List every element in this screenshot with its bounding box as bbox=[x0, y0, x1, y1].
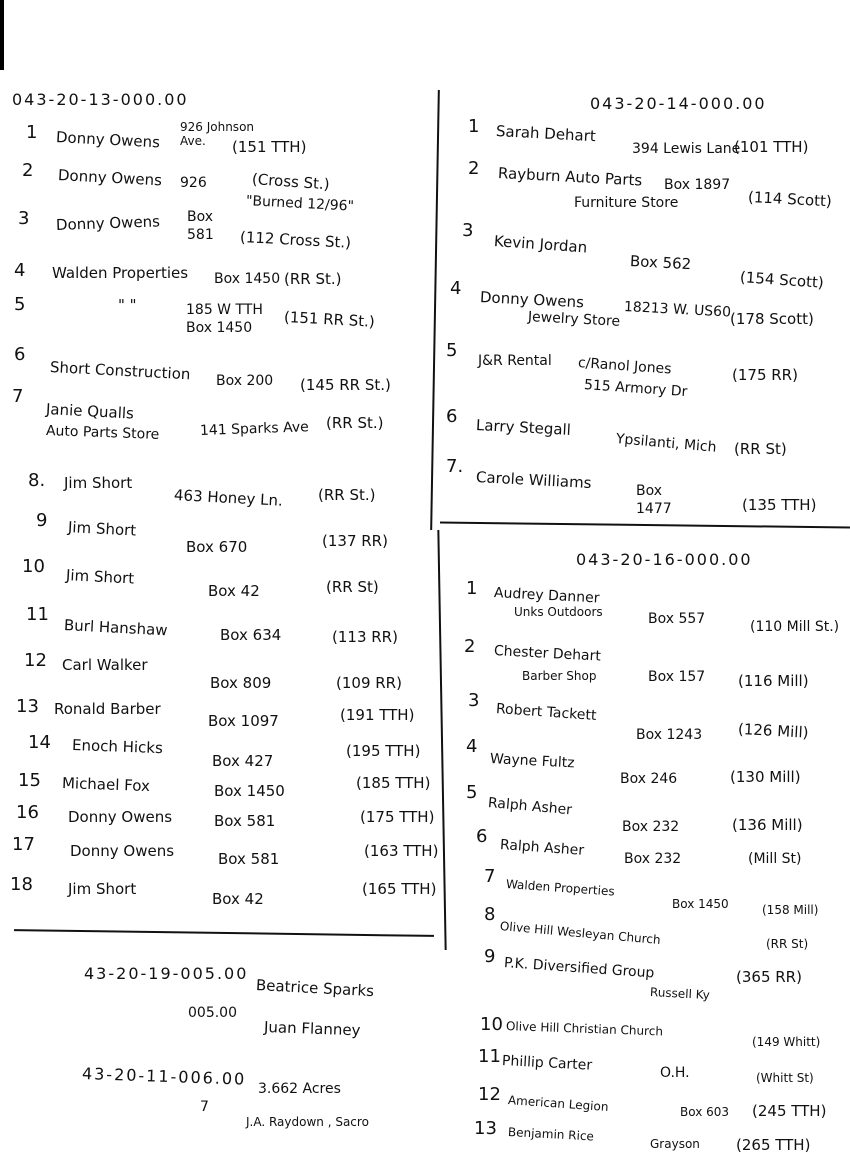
mailing-address: Box 42 bbox=[212, 890, 264, 908]
mailing-address: 926 bbox=[180, 175, 207, 191]
entry-number: 13 bbox=[474, 1118, 497, 1139]
entry-number: 9 bbox=[484, 946, 496, 967]
entry-number: 2 bbox=[468, 158, 480, 179]
property-location: (110 Mill St.) bbox=[750, 619, 840, 635]
property-location: (112 Cross St.) bbox=[239, 228, 352, 252]
scan-edge-mark bbox=[0, 0, 4, 70]
entry-number: 4 bbox=[14, 260, 26, 281]
entry-number: 10 bbox=[22, 556, 45, 577]
mailing-address: Box 157 bbox=[648, 669, 706, 685]
property-location: (Whitt St) bbox=[756, 1071, 814, 1085]
entry-number: 7 bbox=[12, 386, 24, 407]
owner-name: Olive Hill Christian Church bbox=[505, 1019, 664, 1039]
owner-name: Jim Short bbox=[67, 518, 137, 540]
entry-number: 5 bbox=[14, 294, 26, 315]
entry-number: 11 bbox=[478, 1046, 501, 1067]
section-divider-right bbox=[440, 521, 850, 528]
property-location: (101 TTH) bbox=[734, 138, 809, 156]
entry-number: 5 bbox=[446, 340, 458, 361]
entry-number: 16 bbox=[16, 802, 39, 823]
entry-number: 12 bbox=[24, 650, 47, 671]
property-location: (191 TTH) bbox=[340, 706, 415, 724]
property-location: (178 Scott) bbox=[730, 310, 814, 328]
owner-name: Audrey Danner bbox=[493, 585, 600, 607]
property-location: (113 RR) bbox=[332, 628, 398, 646]
property-location: (RR St) bbox=[326, 578, 379, 596]
property-location: (163 TTH) bbox=[364, 842, 439, 860]
property-location: (RR St) bbox=[734, 440, 787, 458]
mailing-address: Box 634 bbox=[220, 626, 282, 644]
property-location: (245 TTH) bbox=[752, 1102, 827, 1120]
column-divider-lower bbox=[437, 530, 446, 950]
mailing-address: Grayson bbox=[650, 1137, 700, 1151]
owner-name: Benjamin Rice bbox=[507, 1125, 595, 1144]
mailing-address: Box 246 bbox=[620, 771, 678, 787]
owner-name: " " bbox=[118, 296, 137, 314]
owner-name: Burl Hanshaw bbox=[63, 616, 169, 640]
entry-number: 17 bbox=[12, 834, 35, 855]
column-divider bbox=[430, 90, 440, 530]
property-location: (RR St.) bbox=[284, 270, 342, 288]
owner-name: American Legion bbox=[507, 1093, 609, 1115]
parcel-suffix: 005.00 bbox=[188, 1005, 237, 1021]
entry-number: 2 bbox=[464, 636, 476, 657]
owner-name: J.A. Raydown , Sacro bbox=[246, 1115, 369, 1129]
property-location: (130 Mill) bbox=[730, 768, 801, 786]
entry-number: 6 bbox=[14, 344, 26, 365]
owner-name: Ronald Barber bbox=[54, 700, 161, 718]
owner-name: Jim Short bbox=[64, 474, 133, 492]
property-location: (175 RR) bbox=[732, 366, 798, 384]
owner-name: Donny Owens bbox=[55, 212, 161, 234]
property-location: (114 Scott) bbox=[747, 188, 833, 211]
entry-number: 4 bbox=[450, 278, 462, 299]
owner-name: Short Construction bbox=[49, 358, 191, 384]
entry-note: "Burned 12/96" bbox=[245, 193, 355, 215]
mailing-address: Box 1477 bbox=[636, 483, 672, 518]
property-location: (185 TTH) bbox=[356, 774, 431, 792]
entry-number: 10 bbox=[480, 1014, 503, 1035]
owner-name: Donny Owens bbox=[68, 808, 173, 826]
property-location: (154 Scott) bbox=[739, 268, 825, 292]
mailing-address: 926 Johnson Ave. bbox=[180, 120, 255, 149]
mailing-address: Box 200 bbox=[216, 373, 274, 389]
owner-name: Janie Qualls bbox=[45, 400, 135, 423]
owner-name: Kevin Jordan bbox=[493, 232, 588, 257]
property-location: (165 TTH) bbox=[362, 880, 437, 898]
property-location: (Cross St.) bbox=[251, 170, 331, 194]
entry-number: 11 bbox=[26, 604, 49, 625]
business-name: Auto Parts Store bbox=[45, 423, 160, 443]
mailing-address: Box 557 bbox=[648, 611, 706, 627]
owner-name: P.K. Diversified Group bbox=[503, 955, 655, 982]
owner-name: Phillip Carter bbox=[501, 1053, 593, 1074]
owner-name: Rayburn Auto Parts bbox=[497, 164, 643, 190]
owner-name: Donny Owens bbox=[479, 288, 585, 312]
entry-number: 1 bbox=[468, 116, 480, 137]
owner-name: Donny Owens bbox=[70, 842, 175, 860]
owner-name: Beatrice Sparks bbox=[255, 976, 375, 1001]
parcel-number: 043-20-13-000.00 bbox=[12, 90, 189, 109]
entry-number: 13 bbox=[16, 696, 39, 717]
entry-number: 12 bbox=[478, 1084, 501, 1105]
entry-number: 3 bbox=[462, 220, 474, 241]
owner-name: Ralph Asher bbox=[487, 795, 573, 819]
property-location: (365 RR) bbox=[736, 968, 802, 986]
entry-number: 2 bbox=[22, 160, 34, 181]
property-location: (RR St.) bbox=[318, 486, 376, 504]
acreage: 3.662 Acres bbox=[258, 1081, 341, 1097]
property-location: (RR St.) bbox=[326, 414, 384, 432]
owner-name: Sarah Dehart bbox=[495, 122, 597, 146]
parcel-number: 043-20-14-000.00 bbox=[590, 94, 767, 113]
entry-number: 7 bbox=[484, 866, 496, 887]
owner-name: Donny Owens bbox=[55, 128, 161, 152]
owner-name: Enoch Hicks bbox=[71, 736, 164, 758]
mailing-address: Box 42 bbox=[208, 582, 260, 600]
mailing-address: Ypsilanti, Mich bbox=[615, 431, 718, 456]
owner-name: J&R Rental bbox=[478, 353, 552, 369]
owner-name: Walden Properties bbox=[505, 877, 616, 899]
property-location: (265 TTH) bbox=[736, 1136, 811, 1154]
mailing-address: 18213 W. US60 bbox=[623, 299, 732, 321]
business-address: 515 Armory Dr bbox=[583, 377, 688, 401]
mailing-address: Box 581 bbox=[187, 209, 214, 244]
entry-number: 18 bbox=[10, 874, 33, 895]
entry-number: 3 bbox=[18, 208, 30, 229]
entry-number: 14 bbox=[28, 732, 51, 753]
owner-name: Juan Flanney bbox=[263, 1018, 361, 1040]
property-location: (149 Whitt) bbox=[752, 1035, 821, 1049]
entry-number: 6 bbox=[446, 406, 458, 427]
business-name: Jewelry Store bbox=[527, 309, 621, 330]
owner-name: Walden Properties bbox=[52, 264, 189, 282]
property-location: (136 Mill) bbox=[732, 816, 803, 834]
parcel-mark: 7 bbox=[200, 1099, 209, 1115]
owner-name: Olive Hill Wesleyan Church bbox=[499, 919, 662, 948]
property-location: (109 RR) bbox=[336, 674, 402, 692]
property-location: (135 TTH) bbox=[742, 496, 817, 514]
mailing-address: 141 Sparks Ave bbox=[199, 419, 310, 439]
property-location: (Mill St) bbox=[748, 851, 802, 867]
mailing-address: Box 809 bbox=[210, 674, 272, 692]
entry-number: 3 bbox=[468, 690, 480, 711]
mailing-address: Box 1897 bbox=[664, 177, 731, 193]
mailing-address: Box 670 bbox=[186, 538, 248, 556]
mailing-address: Box 603 bbox=[680, 1105, 730, 1119]
mailing-address: 394 Lewis Lane bbox=[632, 141, 741, 157]
mailing-address: Box 232 bbox=[624, 851, 682, 867]
entry-number: 9 bbox=[36, 510, 48, 531]
entry-number: 7. bbox=[446, 456, 464, 477]
mailing-address: 463 Honey Ln. bbox=[173, 486, 284, 510]
mailing-address: Box 581 bbox=[218, 850, 280, 868]
business-name: Barber Shop bbox=[522, 669, 597, 683]
entry-number: 8 bbox=[484, 904, 496, 925]
owner-name: Donny Owens bbox=[57, 166, 163, 190]
mailing-address: Box 1243 bbox=[636, 727, 703, 743]
owner-name: Larry Stegall bbox=[475, 416, 572, 439]
entry-number: 8. bbox=[28, 470, 46, 491]
property-location: (175 TTH) bbox=[360, 808, 435, 826]
owner-name: Michael Fox bbox=[61, 774, 151, 796]
property-location: (158 Mill) bbox=[762, 903, 819, 917]
business-name: Furniture Store bbox=[574, 195, 679, 211]
mailing-address: Box 562 bbox=[629, 252, 692, 274]
business-name: Unks Outdoors bbox=[514, 605, 603, 619]
entry-number: 4 bbox=[466, 736, 478, 757]
owner-name: Jim Short bbox=[65, 566, 135, 588]
business-address: Russell Ky bbox=[649, 985, 711, 1003]
entry-number: 5 bbox=[466, 782, 478, 803]
property-location: (137 RR) bbox=[322, 532, 388, 550]
parcel-number: 43-20-11-006.00 bbox=[81, 1064, 247, 1089]
entry-number: 1 bbox=[466, 578, 478, 599]
entry-number: 15 bbox=[18, 770, 41, 791]
entry-number: 6 bbox=[476, 826, 488, 847]
entry-number: 1 bbox=[26, 122, 38, 143]
owner-name: Ralph Asher bbox=[499, 837, 585, 859]
mailing-address: 185 W TTH Box 1450 bbox=[186, 302, 263, 336]
property-location: (145 RR St.) bbox=[300, 376, 391, 394]
owner-name: Robert Tackett bbox=[495, 701, 597, 724]
property-location: (151 RR St.) bbox=[283, 308, 376, 331]
mailing-address: O.H. bbox=[660, 1065, 690, 1081]
owner-name: Carole Williams bbox=[475, 468, 592, 493]
mailing-address: Box 427 bbox=[212, 752, 274, 770]
mailing-address: Box 1450 bbox=[214, 782, 285, 800]
property-location: (195 TTH) bbox=[346, 742, 421, 760]
mailing-address: Box 1450 bbox=[672, 897, 729, 911]
section-divider-left bbox=[14, 929, 434, 936]
owner-name: Jim Short bbox=[68, 880, 137, 898]
mailing-address: c/Ranol Jones bbox=[577, 355, 673, 378]
property-location: (151 TTH) bbox=[232, 138, 307, 156]
property-location: (116 Mill) bbox=[738, 672, 809, 690]
parcel-number: 43-20-19-005.00 bbox=[84, 964, 249, 983]
mailing-address: Box 232 bbox=[622, 819, 680, 835]
mailing-address: Box 1097 bbox=[208, 712, 279, 730]
mailing-address: Box 581 bbox=[214, 812, 276, 830]
property-location: (RR St) bbox=[766, 937, 809, 951]
parcel-number: 043-20-16-000.00 bbox=[576, 550, 753, 569]
property-location: (126 Mill) bbox=[737, 720, 809, 742]
owner-name: Wayne Fultz bbox=[489, 751, 575, 772]
owner-name: Carl Walker bbox=[62, 656, 148, 674]
mailing-address: Box 1450 bbox=[214, 271, 281, 287]
owner-name: Chester Dehart bbox=[493, 643, 602, 665]
